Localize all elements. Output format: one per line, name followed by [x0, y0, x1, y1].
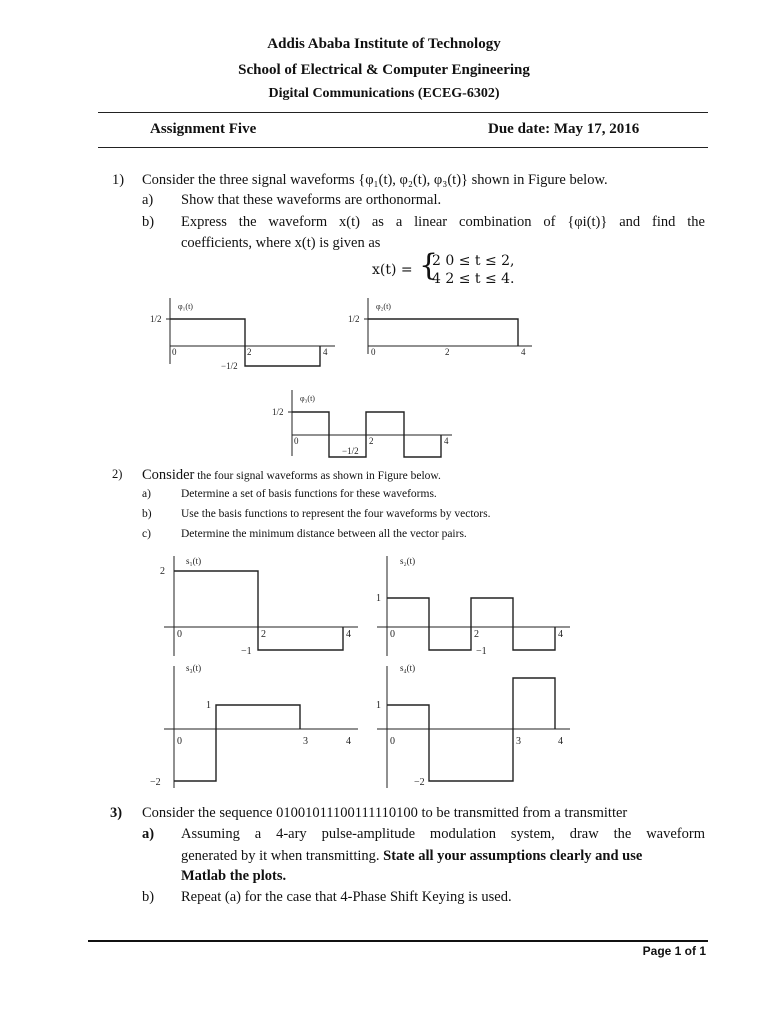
s3-waveform	[174, 705, 300, 781]
phi3-label-neg-half: −1/2	[342, 446, 359, 456]
q3-number: 3)	[110, 805, 123, 821]
q3-a-text-2	[181, 848, 642, 865]
phi1-label-two: 2	[247, 347, 252, 357]
s2-label-two: 2	[474, 629, 479, 640]
s2-label-four: 4	[558, 629, 563, 640]
q2-text	[142, 467, 441, 484]
s4-title: s₄(t)	[400, 663, 416, 673]
page-number: Page 1 of 1	[642, 944, 706, 958]
equation-brace: {	[419, 248, 439, 283]
s3-label-one: 1	[206, 700, 211, 711]
header-rule-top	[98, 112, 708, 113]
s2-title: s₂(t)	[400, 556, 416, 566]
s4-label-neg-two: −2	[414, 777, 425, 788]
q3-a-text-1: Assuming a 4-ary pulse-amplitude modulation system, draw the waveform	[181, 826, 705, 842]
s4-label-three: 3	[516, 736, 521, 747]
q2-body: the four signal waveforms as shown in Figure below.	[194, 470, 441, 482]
s1-label-four: 4	[346, 629, 351, 640]
figure-s-waveforms	[140, 548, 580, 800]
phi1-label-zero: 0	[172, 347, 177, 357]
s1-label-neg-one: −1	[241, 646, 252, 657]
q1-a-text: Show that these waveforms are orthonormal.	[181, 192, 442, 208]
q3-a-label: a)	[142, 826, 155, 842]
s2-label-neg-one: −1	[476, 646, 487, 657]
phi1-title: φ₁(t)	[178, 302, 193, 311]
q2-lead: Consider	[142, 467, 195, 483]
plot-phi1	[150, 298, 335, 371]
plot-s3	[150, 663, 358, 788]
phi2-label-half: 1/2	[348, 314, 360, 324]
s1-waveform	[174, 571, 343, 650]
plot-phi3	[272, 390, 452, 457]
phi1-label-four: 4	[323, 347, 328, 357]
s3-label-three: 3	[303, 736, 308, 747]
q1-b-text-2: coefficients, where x(t) is given as	[181, 235, 381, 251]
q2-c-text: Determine the minimum distance between all the vector pairs.	[181, 528, 467, 540]
assignment-title: Assignment Five	[150, 121, 257, 137]
plot-s4	[376, 663, 570, 788]
phi2-label-two: 2	[445, 347, 450, 357]
q3-text: Consider the sequence 01001011100111110100 to be transmitted from a transmitter	[142, 805, 628, 821]
s1-label-2: 2	[261, 629, 266, 640]
s1-label-zero: 0	[177, 629, 182, 640]
phi3-label-half: 1/2	[272, 407, 284, 417]
equation-row-2: 4 2 ≤ t ≤ 4.	[432, 271, 515, 287]
q1-b-text-1: Express the waveform x(t) as a linear combination of {φi(t)} and find the	[181, 214, 705, 230]
q1-b-label: b)	[142, 214, 155, 230]
s1-label-two: 2	[160, 566, 165, 577]
q2-b-text: Use the basis functions to represent the four waveforms by vectors.	[181, 508, 491, 520]
phi2-waveform	[368, 319, 518, 346]
institute-name: Addis Ababa Institute of Technology	[267, 36, 501, 52]
q3-b-text: Repeat (a) for the case that 4-Phase Shift Keying is used.	[181, 889, 512, 905]
phi1-label-half: 1/2	[150, 314, 162, 324]
equation-row-1: 2 0 ≤ t ≤ 2,	[432, 253, 515, 269]
phi3-title: φ₃(t)	[300, 394, 315, 403]
q2-a-text: Determine a set of basis functions for these waveforms.	[181, 488, 437, 500]
q1-text: Consider the three signal waveforms {φ₁(t), φ₂(t), φ₃(t)} shown in Figure below.	[142, 172, 608, 188]
q3-a-text-3: Matlab the plots.	[181, 868, 287, 884]
school-name: School of Electrical & Computer Engineering	[238, 62, 530, 78]
due-date: Due date: May 17, 2016	[488, 121, 640, 137]
s3-label-neg-two: −2	[150, 777, 161, 788]
plot-s1	[160, 556, 358, 657]
q3-a-text-2-plain: generated by it when transmitting.	[181, 848, 384, 864]
s4-label-one: 1	[376, 700, 381, 711]
phi3-label-two: 2	[369, 436, 374, 446]
s4-label-four: 4	[558, 736, 563, 747]
footer-rule	[88, 940, 708, 942]
s4-label-zero: 0	[390, 736, 395, 747]
q3-b-label: b)	[142, 889, 155, 905]
phi1-label-neg-half: −1/2	[221, 361, 238, 371]
phi3-label-zero: 0	[294, 436, 299, 446]
q1-a-label: a)	[142, 192, 154, 208]
figure-phi-waveforms	[140, 288, 540, 464]
q3-a-text-2-bold: State all your assumptions clearly and use	[383, 848, 643, 864]
header-rule-bottom	[98, 147, 708, 148]
phi1-waveform	[170, 319, 320, 366]
s2-label-one: 1	[376, 593, 381, 604]
q1-number: 1)	[112, 172, 125, 188]
phi3-label-four: 4	[444, 436, 449, 446]
q2-b-label: b)	[142, 508, 152, 520]
s2-label-zero: 0	[390, 629, 395, 640]
s3-label-four: 4	[346, 736, 351, 747]
equation-lhs: x(t) =	[372, 262, 413, 278]
s2-waveform	[387, 598, 555, 650]
phi2-label-four: 4	[521, 347, 526, 357]
s1-title: s₁(t)	[186, 556, 202, 566]
course-name: Digital Communications (ECEG-6302)	[268, 86, 500, 101]
s3-label-zero: 0	[177, 736, 182, 747]
q2-number: 2)	[112, 467, 123, 481]
q2-c-label: c)	[142, 528, 151, 540]
phi2-label-zero: 0	[371, 347, 376, 357]
plot-phi2	[348, 298, 532, 357]
phi2-title: φ₂(t)	[376, 302, 391, 311]
plot-s2	[376, 556, 570, 657]
q2-a-label: a)	[142, 488, 151, 500]
s3-title: s₃(t)	[186, 663, 202, 673]
